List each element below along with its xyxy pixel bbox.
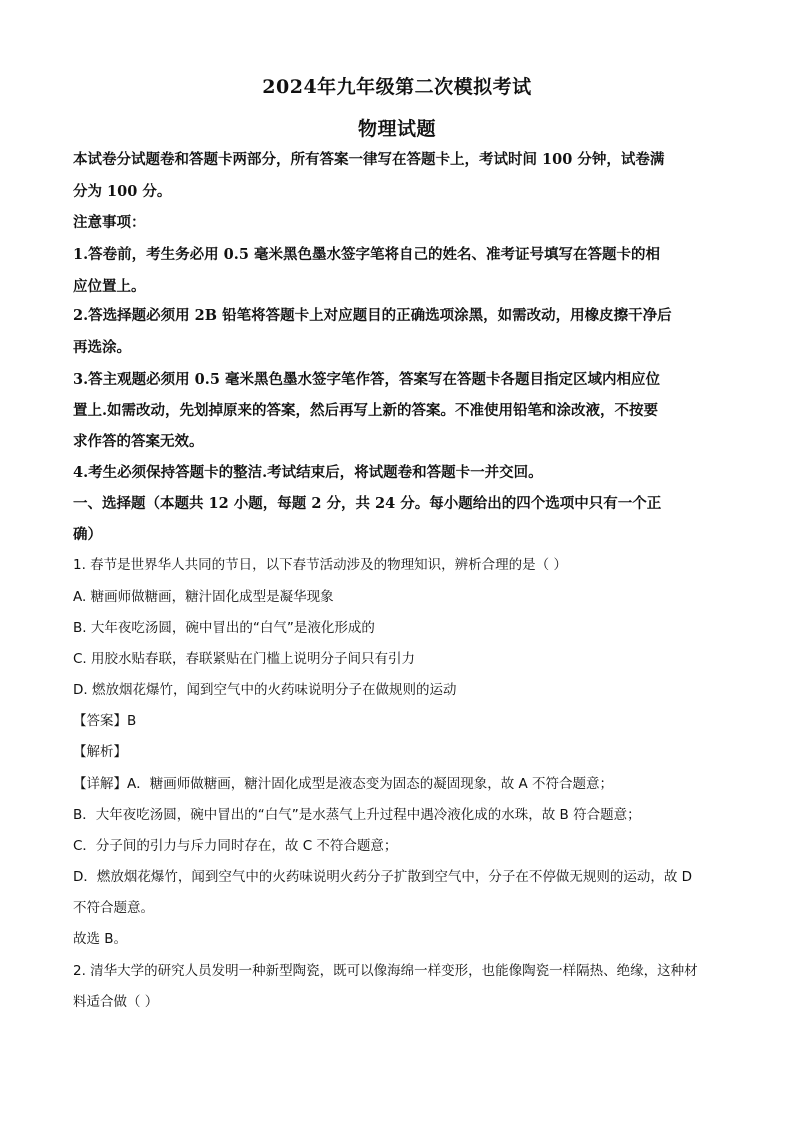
intro-line-1: 本试卷分试题卷和答题卡两部分，所有答案一律写在答题卡上，考试时间 100 分钟，试卷满: [73, 151, 665, 168]
question-1-option-b: B. 大年夜吃汤圆，碗中冒出的“白气”是液化形成的: [73, 620, 375, 636]
question-1-conclusion: 故选 B。: [73, 931, 128, 947]
question-2-stem-line-1: 2. 清华大学的研究人员发明一种新型陶瓷，既可以像海绵一样变形，也能像陶瓷一样隔热、绝缘，这种材: [73, 963, 698, 979]
intro-line-2: 分为 100 分。: [73, 183, 172, 200]
note-1-line-2: 应位置上。: [73, 278, 146, 295]
section-1-heading-line-1: 一、选择题（本题共 12 小题，每题 2 分，共 24 分。每小题给出的四个选项中只有一个正: [73, 495, 662, 512]
question-1-detail-d-line-2: 不符合题意。: [73, 900, 154, 916]
question-1-option-d: D. 燃放烟花爆竹，闻到空气中的火药味说明分子在做规则的运动: [73, 682, 457, 698]
note-3-line-3: 求作答的答案无效。: [73, 433, 204, 450]
question-1-answer: 【答案】B: [73, 713, 137, 729]
page-subtitle: 物理试题: [357, 118, 436, 140]
question-1-detail-a: 【详解】A．糖画师做糖画，糖汁固化成型是液态变为固态的凝固现象，故 A 不符合题意；: [73, 776, 614, 792]
note-3-line-2: 置上.如需改动，先划掉原来的答案，然后再写上新的答案。不准使用铅笔和涂改液，不按要: [73, 402, 659, 419]
note-3-line-1: 3.答主观题必须用 0.5 毫米黑色墨水签字笔作答，答案写在答题卡各题目指定区域内相应位: [73, 371, 660, 388]
question-1-analysis-label: 【解析】: [73, 744, 127, 760]
section-1-heading-line-2: 确）: [73, 526, 102, 543]
note-2-line-1: 2.答选择题必须用 2B 铅笔将答题卡上对应题目的正确选项涂黑，如需改动，用橡皮擦干净后: [73, 307, 672, 324]
page-title: 2024年九年级第二次模拟考试: [262, 76, 532, 98]
question-1-option-a: A. 糖画师做糖画，糖汁固化成型是凝华现象: [73, 589, 334, 605]
question-1-detail-c: C．分子间的引力与斥力同时存在，故 C 不符合题意；: [73, 838, 398, 854]
notes-heading: 注意事项：: [73, 214, 146, 231]
note-4-line-1: 4.考生必须保持答题卡的整洁.考试结束后，将试题卷和答题卡一并交回。: [73, 464, 543, 481]
note-2-line-2: 再选涂。: [73, 339, 131, 356]
question-1-option-c: C. 用胶水贴春联，春联紧贴在门槛上说明分子间只有引力: [73, 651, 416, 667]
question-1-detail-d-line-1: D．燃放烟花爆竹，闻到空气中的火药味说明火药分子扩散到空气中，分子在不停做无规则的运动，故 D: [73, 869, 693, 885]
question-1-stem: 1. 春节是世界华人共同的节日，以下春节活动涉及的物理知识，辨析合理的是（ ）: [73, 557, 567, 573]
question-1-detail-b: B．大年夜吃汤圆，碗中冒出的“白气”是水蒸气上升过程中遇冷液化成的水珠，故 B 符合题意；: [73, 807, 641, 823]
note-1-line-1: 1.答卷前，考生务必用 0.5 毫米黑色墨水签字笔将自己的姓名、准考证号填写在答题卡的相: [73, 246, 660, 263]
question-2-stem-line-2: 料适合做（ ）: [73, 994, 159, 1010]
